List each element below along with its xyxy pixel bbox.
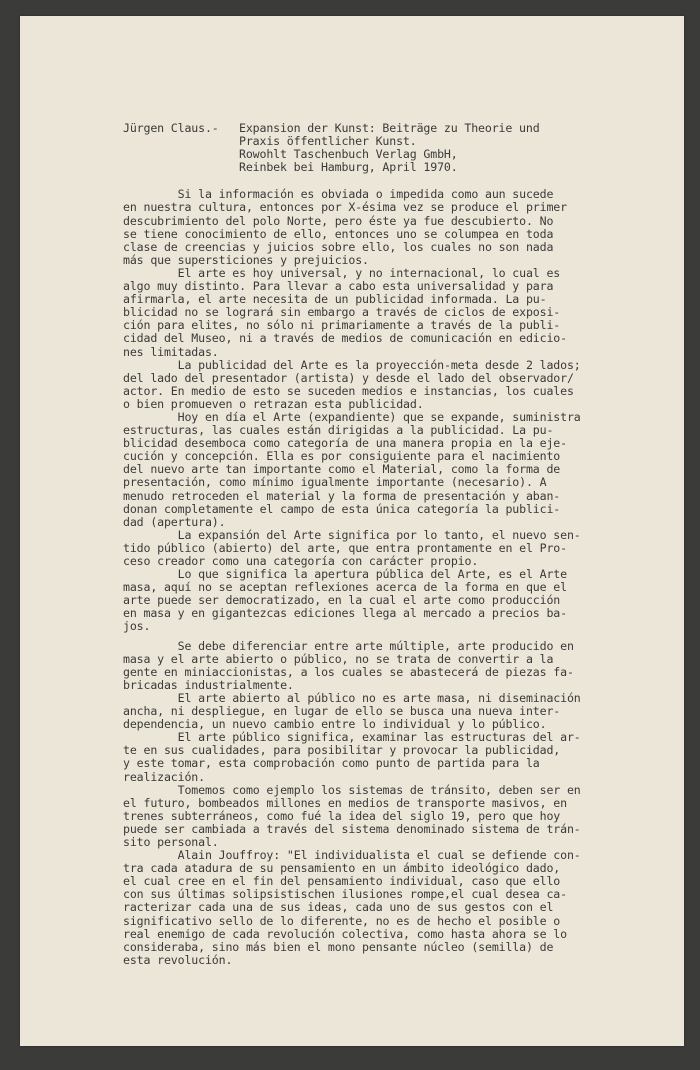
text-line: significativo sello de lo diferente, no es de hecho el posible o <box>123 913 561 928</box>
text-line: La expansión del Arte significa por lo tanto, el nuevo sen- <box>123 527 581 542</box>
text-line: consideraba, sino más bien el mono pensante núcleo (semilla) de <box>123 939 554 954</box>
text-line: con sus últimas solipsistischen ilusiones rompe,el cual desea ca- <box>123 887 567 902</box>
text-line: real enemigo de cada revolución colectiva, como hasta ahora se lo <box>123 926 567 941</box>
text-line: ancha, ni despliegue, en lugar de ello se busca una nueva inter- <box>123 704 561 719</box>
text-line: dependencia, un nuevo cambio entre lo individual y lo público. <box>123 717 547 732</box>
text-line: jos. <box>123 619 151 634</box>
reference-line: Expansion der Kunst: Beiträge zu Theorie und <box>239 121 540 135</box>
text-line: estructuras, las cuales están dirigidas a la publicidad. La pu- <box>123 423 554 438</box>
paragraph <box>123 529 653 568</box>
text-line: en nuestra cultura, entonces por X-ésima vez se produce el primer <box>123 200 567 215</box>
text-line: masa y el arte abierto o público, no se trata de convertir a la <box>123 651 554 666</box>
text-line: del lado del presentador (artista) y desde el lado del observador/ <box>123 370 574 385</box>
text-line: el cual cree en el fin del pensamiento individual, caso que ello <box>123 874 561 889</box>
paragraph <box>123 849 653 967</box>
text-line: actor. En medio de esto se suceden medios e instancias, los cuales <box>123 383 574 398</box>
text-line: Alain Jouffroy: "El individualista el cual se defiende con- <box>123 848 581 863</box>
text-line: trenes subterráneos, como fué la idea del siglo 19, pero que hoy <box>123 808 561 823</box>
paragraph <box>123 568 653 633</box>
paragraph <box>123 411 653 529</box>
text-line: se tiene conocimiento de ello, entonces uno se columpea en toda <box>123 226 554 241</box>
reference-line: Rowohlt Taschenbuch Verlag GmbH, <box>239 147 458 162</box>
text-line: Lo que significa la apertura pública del Arte, es el Arte <box>123 567 567 582</box>
paragraph <box>123 784 653 849</box>
text-line: cidad del Museo, ni a través de medios de comunicación en edicio- <box>123 331 567 346</box>
text-paragraphs <box>123 188 653 967</box>
text-line: tido público (abierto) del arte, que entra prontamente en el Pro- <box>123 540 567 555</box>
text-line: te en sus cualidades, para posibilitar y provocar la publicidad, <box>123 743 561 758</box>
book-reference <box>239 122 653 174</box>
paragraph <box>123 359 653 411</box>
text-line: presentación, como mínimo igualmente importante (necesario). A <box>123 475 547 490</box>
text-line: menudo retroceden el material y la forma de presentación y aban- <box>123 488 561 503</box>
bibliographic-header <box>123 122 653 174</box>
text-line: puede ser cambiada a través del sistema denominado sistema de trán- <box>123 821 581 836</box>
text-line: Se debe diferenciar entre arte múltiple, arte producido en <box>123 638 574 653</box>
text-line: afirmarla, el arte necesita de un publicidad informada. La pu- <box>123 292 547 307</box>
text-line: Si la información es obviada o impedida como aun sucede <box>123 187 554 202</box>
text-line: ceso creador como una categoría con carácter propio. <box>123 554 479 568</box>
text-line: bricadas industrialmente. <box>123 677 294 692</box>
text-line: Tomemos como ejemplo los sistemas de tránsito, deben ser en <box>123 782 581 797</box>
text-line: sito personal. <box>123 834 219 849</box>
text-line: nes limitadas. <box>123 344 219 359</box>
paragraph <box>123 188 653 267</box>
text-line: del nuevo arte tan importante como el Material, como la forma de <box>123 462 561 477</box>
text-line: descubrimiento del polo Norte, pero éste ya fue descubierto. No <box>123 213 554 228</box>
text-line: El arte público significa, examinar las estructuras del ar- <box>123 730 581 745</box>
text-line: donan completamente el campo de esta única categoría la publici- <box>123 501 561 516</box>
text-line: realización. <box>123 769 205 784</box>
text-line: racterizar cada una de sus ideas, cada uno de sus gestos con el <box>123 900 554 915</box>
text-line: tra cada atadura de su pensamiento en un ámbito ideológico dado, <box>123 861 561 876</box>
text-line: en masa y en gigantezcas ediciones llega al mercado a precios ba- <box>123 606 567 621</box>
text-line: ción para elites, no sólo ni primariamente a través de la publi- <box>123 318 561 333</box>
text-line: blicidad desemboca como categoría de una manera propia en la eje- <box>123 436 567 451</box>
text-line: masa, aquí no se aceptan reflexiones acerca de la forma en que el <box>123 580 567 595</box>
document-page <box>20 16 684 1046</box>
paragraph <box>123 640 653 692</box>
document-body <box>123 122 653 967</box>
text-line: algo muy distinto. Para llevar a cabo esta universalidad y para <box>123 279 554 294</box>
paragraph <box>123 692 653 731</box>
paragraph <box>123 731 653 783</box>
text-line: El arte es hoy universal, y no internacional, lo cual es <box>123 265 561 280</box>
text-line: gente en miniaccionistas, a los cuales se abastecerá de piezas fa- <box>123 664 574 679</box>
text-line: o bien promueven o retrazan esta publicidad. <box>123 396 424 411</box>
text-line: dad (apertura). <box>123 514 226 529</box>
text-line: El arte abierto al público no es arte masa, ni diseminación <box>123 690 581 705</box>
text-line: arte puede ser democratizado, en la cual el arte como producción <box>123 593 561 608</box>
text-line: y este tomar, esta comprobación como punto de partida para la <box>123 756 540 771</box>
reference-line: Praxis öffentlicher Kunst. <box>239 134 417 149</box>
text-line: clase de creencias y juicios sobre ello, los cuales no son nada <box>123 239 554 254</box>
text-line: más que supersticiones y prejuicios. <box>123 252 369 267</box>
text-line: blicidad no se logrará sin embargo a través de ciclos de exposi- <box>123 305 561 320</box>
author-name: Jürgen Claus.- <box>123 121 219 135</box>
paragraph <box>123 267 653 359</box>
text-line: cución y concepción. Ella es por consiguiente para el nacimiento <box>123 449 561 464</box>
text-line: esta revolución. <box>123 952 233 967</box>
text-line: La publicidad del Arte es la proyección-meta desde 2 lados; <box>123 357 581 372</box>
text-line: el futuro, bombeados millones en medios de transporte masivos, en <box>123 795 567 810</box>
text-line: Hoy en día el Arte (expandiente) que se expande, suministra <box>123 409 581 424</box>
reference-line: Reinbek bei Hamburg, April 1970. <box>239 160 458 175</box>
